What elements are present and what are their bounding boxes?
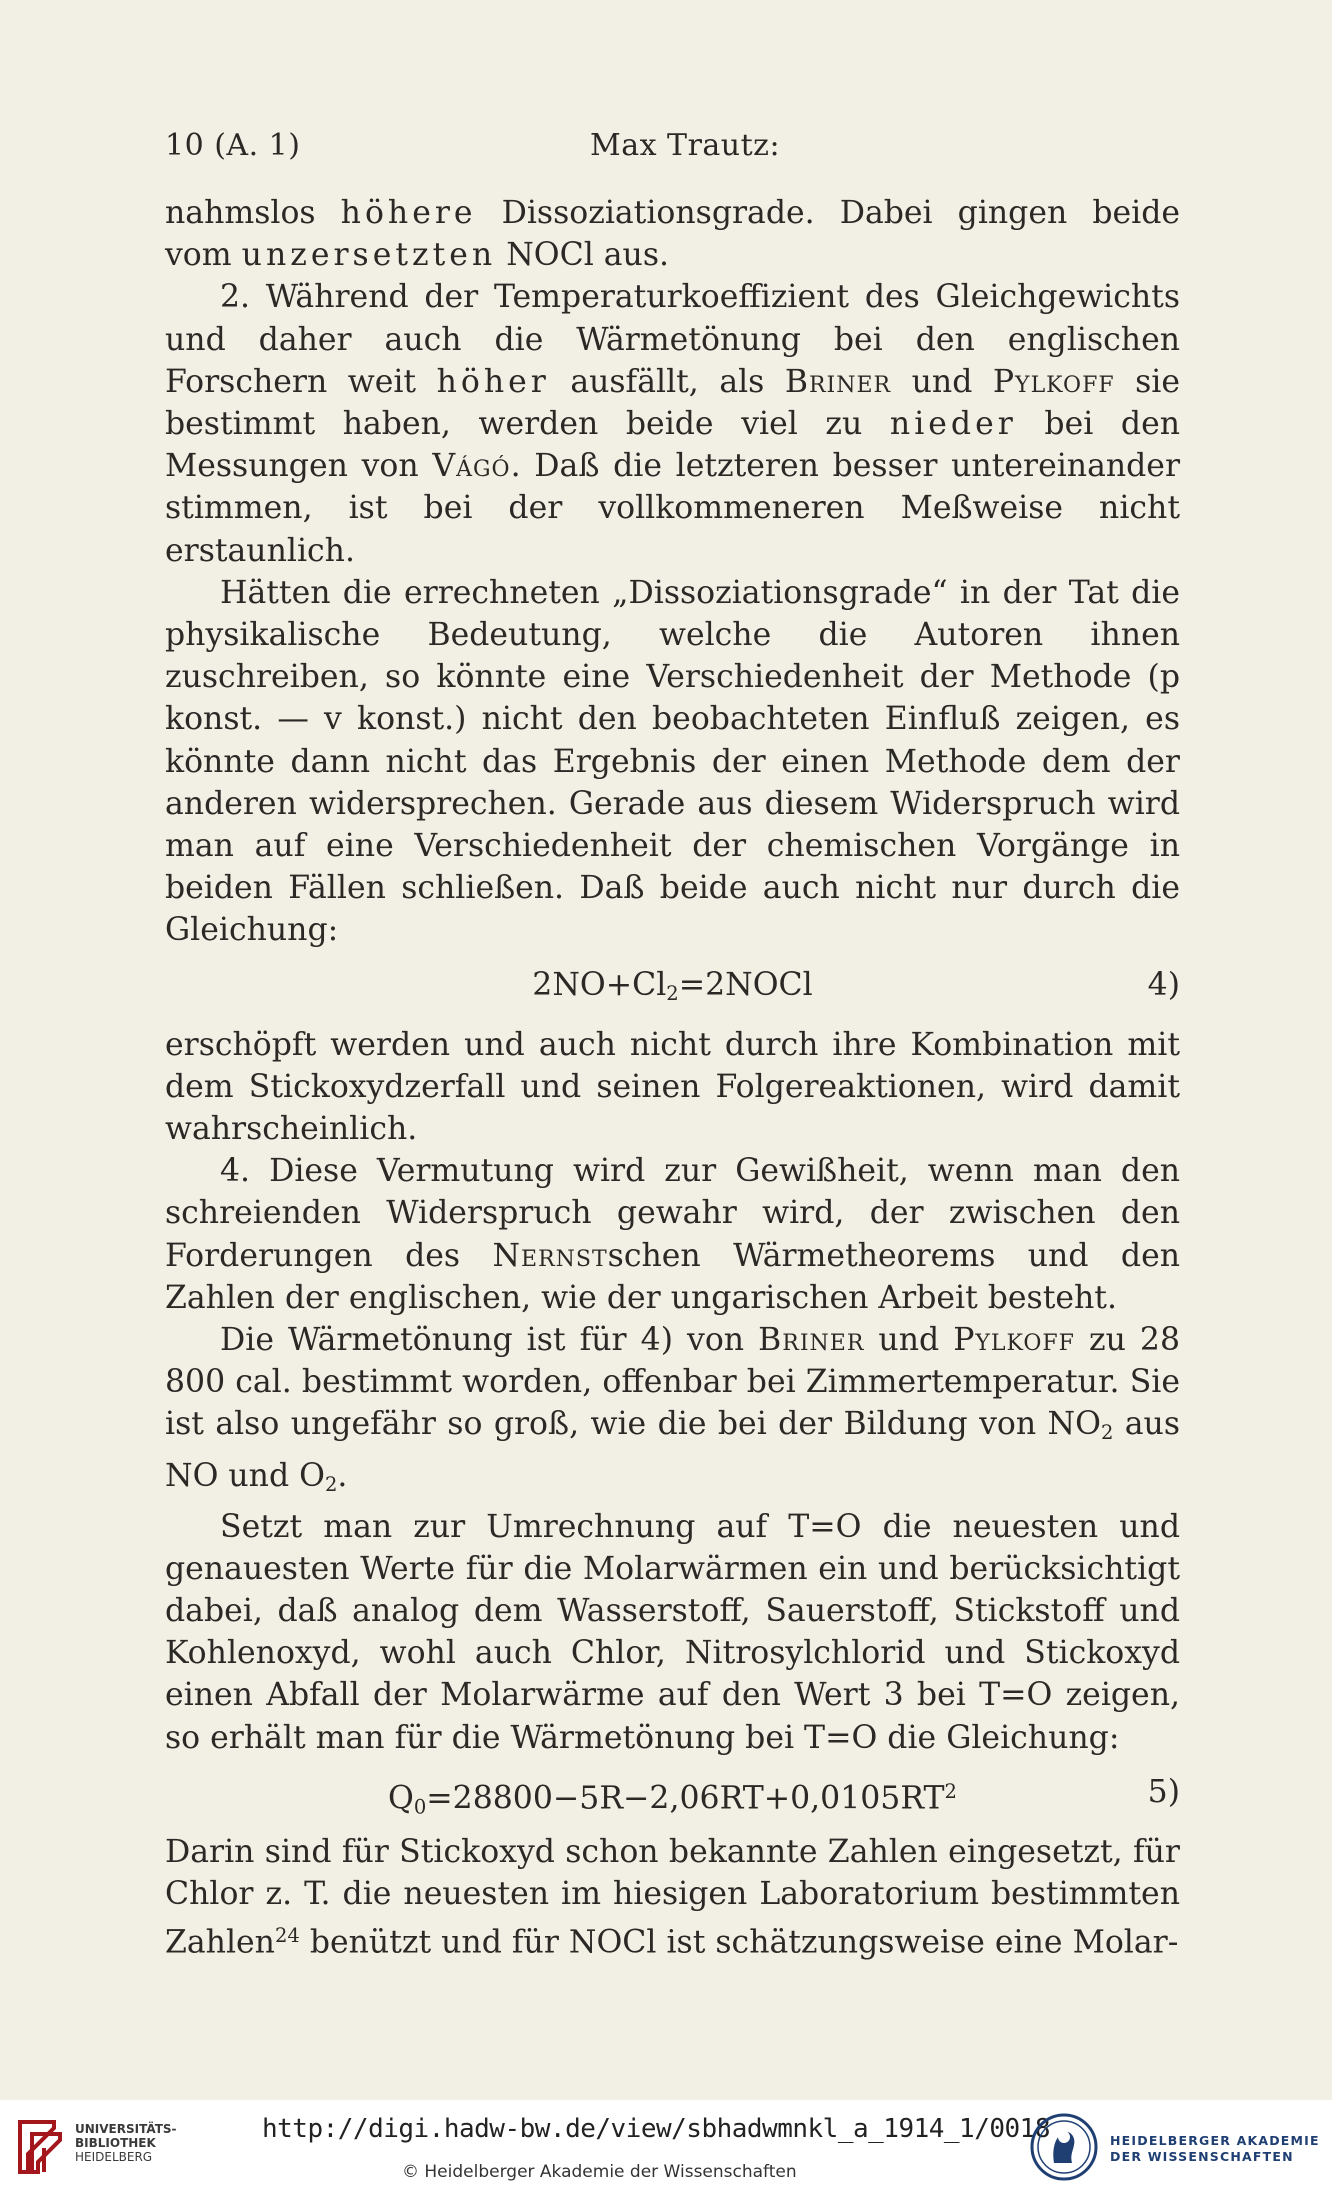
paragraph-3: Hätten die errechneten „Dissoziationsgrade“ in der Tat die physikalische Bedeutung, welche die Autoren ihnen zuschreiben, so könnte eine Verschiedenheit der Methode (p konst. — v konst.) nicht den beobachteten Einfluß zeigen, es könnte dann nicht das Ergebnis der einen Methode dem der anderen widersprechen. Gerade aus diesem Widerspruch wird man auf eine Verschiedenheit der chemischen Vorgänge in beiden Fällen schließen. Daß beide auch nicht nur durch die Gleichung: xyxy=(165,574,1180,949)
text-run: zu 28 800 cal. bestimmt worden, offenbar bei Zimmertemperatur. Sie ist also ungefähr so groß, wie die bei der Bildung von NO xyxy=(165,1322,1180,1443)
text-run: 2. Während der Temperaturkoeffizient des Gleichgewichts und daher auch die Wärmetönung bei den englischen Forschern weit xyxy=(165,279,1180,400)
text-run: sie bestimmt haben, werden beide viel zu xyxy=(165,363,1180,443)
equation-4 xyxy=(165,964,1180,1008)
university-library-name xyxy=(75,2122,177,2164)
paragraph-5 xyxy=(165,1150,1180,1319)
text-run: Die Wärmetönung ist für 4) von xyxy=(220,1322,759,1359)
ub-line: BIBLIOTHEK xyxy=(75,2136,156,2150)
subscript: 2 xyxy=(666,981,679,1005)
author-name: Briner xyxy=(758,1322,865,1359)
text-run: . xyxy=(337,1457,348,1494)
spaced-emphasis: unzersetzten xyxy=(241,237,497,274)
text-run: Darin sind für Stickoxyd schon bekannte Zahlen eingesetzt, für Chlor z. T. die neuesten im hiesigen Laboratorium bestimmten Zahlen xyxy=(165,1833,1180,1961)
equation-text: 2NO+Cl xyxy=(532,966,667,1003)
page-header xyxy=(165,128,1182,168)
subscript: 2 xyxy=(324,1472,338,1496)
equation-text: Q xyxy=(388,1780,414,1817)
academy-seal-icon[interactable] xyxy=(1028,2111,1100,2187)
equation-text: =2NOCl xyxy=(678,966,813,1003)
text-run: und xyxy=(864,1322,954,1359)
page-number: 10 (A. 1) xyxy=(165,128,301,163)
permalink-url[interactable]: http://digi.hadw-bw.de/view/sbhadwmnkl_a_1914_1/0018 xyxy=(262,2114,1050,2144)
author-name: Vágó xyxy=(432,448,511,485)
spaced-emphasis: nieder xyxy=(889,406,1017,443)
academy-line: HEIDELBERGER AKADEMIE xyxy=(1110,2133,1320,2148)
spaced-emphasis: höher xyxy=(436,363,550,400)
text-run: und xyxy=(891,363,993,400)
running-title: Max Trautz: xyxy=(590,128,781,163)
superscript: 2 xyxy=(944,1779,957,1803)
footnote-ref: 24 xyxy=(274,1924,300,1948)
text-run: aus NO und O xyxy=(165,1406,1181,1494)
equation-text: =28800−5R−2,06RT+0,0105RT xyxy=(426,1780,945,1817)
ub-line: UNIVERSITÄTS- xyxy=(75,2122,177,2136)
paragraph-8 xyxy=(165,1831,1180,1964)
spaced-emphasis: höhere xyxy=(340,195,477,231)
author-name: Briner xyxy=(784,363,892,400)
text-run: 4. Diese Vermutung wird zur Gewißheit, wenn man den schreienden Widerspruch gewahr wird, der zwischen den Forderungen des xyxy=(165,1153,1180,1274)
text-run: NOCl aus. xyxy=(496,237,670,274)
paragraph-7: Setzt man zur Umrechnung auf T=O die neuesten und genauesten Werte für die Molarwärmen ein und berücksichtigt dabei, daß analog dem Wasserstoff, Sauerstoff, Stickstoff und Kohlenoxyd, wohl auch Chlor, Nitrosylchlorid und Stickoxyd einen Abfall der Molarwärme auf den Wert 3 bei T=O zeigen, so erhält man für die Wärmetönung bei T=O die Gleichung: xyxy=(165,1508,1180,1756)
paragraph-6 xyxy=(165,1319,1180,1506)
text-run: ausfällt, als xyxy=(549,363,785,400)
ub-line: HEIDELBERG xyxy=(75,2150,153,2164)
equation-number: 5) xyxy=(1147,1773,1180,1810)
academy-line: DER WISSENSCHAFTEN xyxy=(1110,2149,1294,2164)
paragraph-1 xyxy=(165,192,1180,276)
equation-number: 4) xyxy=(1147,966,1180,1003)
text-run: schen Wärmetheorems und den Zahlen der englischen, wie der ungarischen Arbeit besteht. xyxy=(165,1237,1180,1316)
subscript: 0 xyxy=(413,1795,427,1819)
text-run: nahmslos xyxy=(165,195,341,231)
university-library-logo-icon[interactable] xyxy=(14,2114,66,2182)
paragraph-2 xyxy=(165,276,1180,571)
author-name: Pylkoff xyxy=(953,1322,1075,1359)
footer-bar xyxy=(0,2100,1332,2197)
body-text xyxy=(165,192,1180,1964)
author-name: Nernst xyxy=(492,1237,608,1274)
academy-name xyxy=(1110,2133,1320,2165)
text-run: Dissoziationsgrade. Dabei gingen beide vom xyxy=(165,195,1181,274)
text-run: bei den Messungen von xyxy=(165,406,1181,485)
author-name: Pylkoff xyxy=(992,363,1115,400)
equation-5 xyxy=(165,1771,1180,1819)
subscript: 2 xyxy=(1100,1421,1114,1445)
copyright-notice: © Heidelberger Akademie der Wissenschaften xyxy=(402,2162,797,2182)
text-run: . Daß die letzteren besser untereinander stimmen, ist bei der vollkommeneren Meßweise nicht erstaunlich. xyxy=(165,448,1181,569)
paragraph-4: erschöpft werden und auch nicht durch ihre Kombination mit dem Stickoxydzerfall und seinen Folgereaktionen, wird damit wahrscheinlich. xyxy=(165,1026,1180,1148)
text-run: benützt und für NOCl ist schätzungsweise eine Molar- xyxy=(299,1925,1179,1961)
